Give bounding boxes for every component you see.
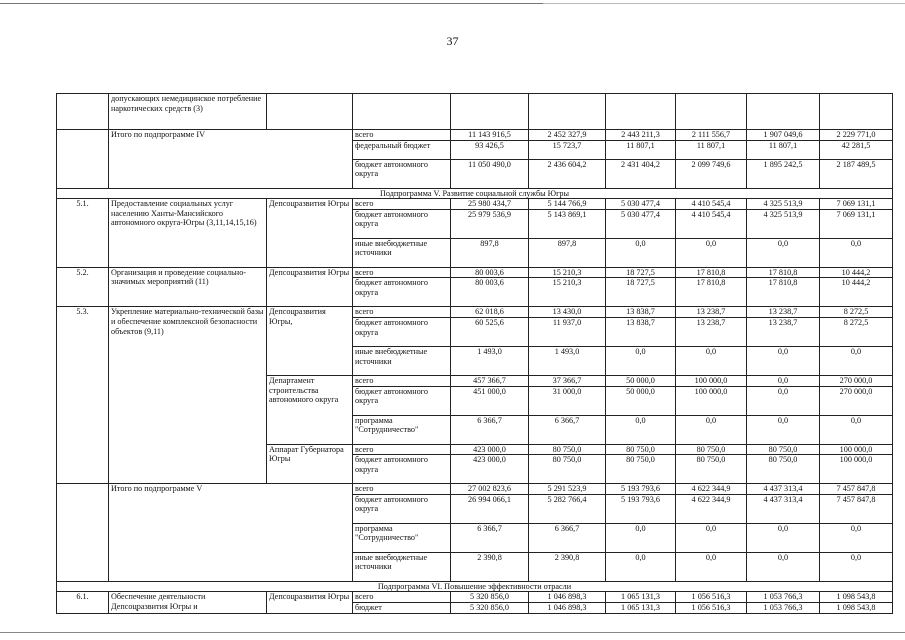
- value-cell: 7 069 131,1: [820, 199, 893, 210]
- table-row: [57, 307, 893, 318]
- value-cell: 11 937,0: [529, 317, 606, 346]
- value-cell: 0,0: [747, 552, 820, 581]
- source-cell: всего: [353, 130, 451, 141]
- value-cell: 2 431 404,2: [606, 159, 676, 188]
- executor-cell: Аппарат Губернатора Югры: [267, 444, 353, 484]
- value-cell: 1 056 516,3: [676, 602, 747, 613]
- value-cell: 5 320 856,0: [451, 602, 529, 613]
- source-cell: бюджет автономного округа: [353, 317, 451, 346]
- value-cell: 270 000,0: [820, 386, 893, 415]
- value-cell: 5 193 793,6: [606, 494, 676, 523]
- value-cell: 15 210,3: [529, 278, 606, 307]
- value-cell: 2 187 489,5: [820, 159, 893, 188]
- source-cell: бюджет автономного округа: [353, 386, 451, 415]
- value-cell: 80 750,0: [676, 444, 747, 455]
- section-row: [57, 581, 893, 592]
- value-cell: 26 994 066,1: [451, 494, 529, 523]
- value-cell: [676, 94, 747, 130]
- value-cell: [529, 94, 606, 130]
- value-cell: 0,0: [820, 523, 893, 552]
- item-name-cell: допускающих немедицинское потребление наркотических средств (3): [109, 94, 267, 130]
- value-cell: 5 193 793,6: [606, 484, 676, 495]
- value-cell: 4 325 513,9: [747, 199, 820, 210]
- executor-cell: Департамент строительства автономного округа: [267, 375, 353, 444]
- value-cell: 1 098 543,8: [820, 602, 893, 613]
- value-cell: 4 410 545,4: [676, 209, 747, 238]
- value-cell: 11 143 916,5: [451, 130, 529, 141]
- value-cell: 1 046 898,3: [529, 602, 606, 613]
- value-cell: 0,0: [606, 238, 676, 267]
- value-cell: 5 320 856,0: [451, 592, 529, 603]
- value-cell: 1 053 766,3: [747, 592, 820, 603]
- value-cell: 1 065 131,3: [606, 602, 676, 613]
- section-title: Подпрограмма VI. Повышение эффективности отрасли: [57, 581, 893, 592]
- value-cell: 42 281,5: [820, 140, 893, 159]
- value-cell: 11 050 490,0: [451, 159, 529, 188]
- source-cell: иные внебюджетные источники: [353, 346, 451, 375]
- value-cell: 80 750,0: [747, 455, 820, 484]
- source-cell: иные внебюджетные источники: [353, 238, 451, 267]
- table-row: [57, 484, 893, 495]
- executor-cell: Депсоцразвития Югры: [267, 592, 353, 613]
- value-cell: 0,0: [747, 346, 820, 375]
- source-cell: [353, 94, 451, 130]
- value-cell: 5 144 766,9: [529, 199, 606, 210]
- value-cell: 0,0: [747, 415, 820, 444]
- table-row: [57, 94, 893, 130]
- value-cell: 4 622 344,9: [676, 484, 747, 495]
- value-cell: 100 000,0: [820, 444, 893, 455]
- executor-cell: Депсоцразвития Югры: [267, 267, 353, 307]
- value-cell: 13 238,7: [676, 307, 747, 318]
- value-cell: 80 750,0: [606, 444, 676, 455]
- value-cell: 13 238,7: [747, 317, 820, 346]
- item-name-cell: Организация и проведение социально-значимых мероприятий (11): [109, 267, 267, 307]
- scan-edge-bottom: [0, 632, 905, 633]
- source-cell: иные внебюджетные источники: [353, 552, 451, 581]
- value-cell: 1 493,0: [529, 346, 606, 375]
- item-number-cell: [57, 94, 109, 130]
- value-cell: 80 750,0: [529, 444, 606, 455]
- value-cell: 50 000,0: [606, 386, 676, 415]
- table-row: [57, 199, 893, 210]
- executor-cell: [267, 94, 353, 130]
- section-title: Подпрограмма V. Развитие социальной службы Югры: [57, 188, 893, 199]
- value-cell: 37 366,7: [529, 375, 606, 386]
- value-cell: 50 000,0: [606, 375, 676, 386]
- value-cell: 451 000,0: [451, 386, 529, 415]
- item-name-cell: Предоставление социальных услуг населению Ханты-Мансийского автономного округа-Югры (3,11,14,15,16): [109, 199, 267, 268]
- source-cell: бюджет автономного округа: [353, 209, 451, 238]
- value-cell: 0,0: [676, 346, 747, 375]
- value-cell: 1 056 516,3: [676, 592, 747, 603]
- value-cell: 11 807,1: [606, 140, 676, 159]
- value-cell: 1 065 131,3: [606, 592, 676, 603]
- value-cell: 6 366,7: [451, 523, 529, 552]
- value-cell: 2 390,8: [529, 552, 606, 581]
- value-cell: 11 807,1: [676, 140, 747, 159]
- total-name-cell: Итого по подпрограмме V: [109, 484, 353, 582]
- value-cell: 0,0: [747, 523, 820, 552]
- item-number-cell: [57, 130, 109, 189]
- source-cell: программа "Сотрудничество": [353, 415, 451, 444]
- executor-cell: Депсоцразвития Югры: [267, 199, 353, 268]
- value-cell: 13 430,0: [529, 307, 606, 318]
- value-cell: 6 366,7: [451, 415, 529, 444]
- value-cell: [606, 94, 676, 130]
- value-cell: 7 069 131,1: [820, 209, 893, 238]
- value-cell: 11 807,1: [747, 140, 820, 159]
- budget-table: [56, 93, 893, 614]
- value-cell: 0,0: [676, 238, 747, 267]
- value-cell: 80 003,6: [451, 267, 529, 278]
- value-cell: 93 426,5: [451, 140, 529, 159]
- value-cell: 0,0: [820, 346, 893, 375]
- value-cell: 2 111 556,7: [676, 130, 747, 141]
- value-cell: 2 436 604,2: [529, 159, 606, 188]
- value-cell: 270 000,0: [820, 375, 893, 386]
- value-cell: 100 000,0: [820, 455, 893, 484]
- value-cell: 0,0: [747, 386, 820, 415]
- value-cell: 1 907 049,6: [747, 130, 820, 141]
- source-cell: федеральный бюджет: [353, 140, 451, 159]
- source-cell: бюджет автономного округа: [353, 455, 451, 484]
- value-cell: 457 366,7: [451, 375, 529, 386]
- value-cell: 423 000,0: [451, 455, 529, 484]
- value-cell: 0,0: [606, 415, 676, 444]
- total-name-cell: Итого по подпрограмме IV: [109, 130, 353, 189]
- source-cell: всего: [353, 267, 451, 278]
- value-cell: 5 282 766,4: [529, 494, 606, 523]
- value-cell: 60 525,6: [451, 317, 529, 346]
- value-cell: 0,0: [676, 523, 747, 552]
- source-cell: всего: [353, 592, 451, 603]
- value-cell: 8 272,5: [820, 317, 893, 346]
- value-cell: 10 444,2: [820, 278, 893, 307]
- value-cell: 423 000,0: [451, 444, 529, 455]
- value-cell: 0,0: [606, 552, 676, 581]
- value-cell: 1 493,0: [451, 346, 529, 375]
- value-cell: 2 229 771,0: [820, 130, 893, 141]
- value-cell: 0,0: [747, 238, 820, 267]
- value-cell: 8 272,5: [820, 307, 893, 318]
- value-cell: [451, 94, 529, 130]
- executor-cell: Депсоцразвития Югры,: [267, 307, 353, 376]
- value-cell: 17 810,8: [676, 278, 747, 307]
- value-cell: 80 003,6: [451, 278, 529, 307]
- value-cell: 27 002 823,6: [451, 484, 529, 495]
- value-cell: 2 443 211,3: [606, 130, 676, 141]
- value-cell: 0,0: [820, 415, 893, 444]
- value-cell: 5 143 869,1: [529, 209, 606, 238]
- table-row: [57, 267, 893, 278]
- scan-edge-top: [0, 3, 905, 4]
- value-cell: 25 980 434,7: [451, 199, 529, 210]
- item-number-cell: 5.3.: [57, 307, 109, 484]
- value-cell: 13 238,7: [747, 307, 820, 318]
- source-cell: всего: [353, 199, 451, 210]
- value-cell: 5 030 477,4: [606, 209, 676, 238]
- value-cell: 18 727,5: [606, 278, 676, 307]
- value-cell: 80 750,0: [529, 455, 606, 484]
- source-cell: всего: [353, 484, 451, 495]
- value-cell: 13 838,7: [606, 307, 676, 318]
- value-cell: 0,0: [676, 552, 747, 581]
- value-cell: 0,0: [676, 415, 747, 444]
- value-cell: 18 727,5: [606, 267, 676, 278]
- value-cell: 15 723,7: [529, 140, 606, 159]
- value-cell: 6 366,7: [529, 415, 606, 444]
- value-cell: 897,8: [529, 238, 606, 267]
- value-cell: 0,0: [820, 238, 893, 267]
- item-number-cell: 6.1.: [57, 592, 109, 613]
- value-cell: 0,0: [606, 346, 676, 375]
- value-cell: 0,0: [606, 523, 676, 552]
- value-cell: 0,0: [820, 552, 893, 581]
- value-cell: 17 810,8: [747, 278, 820, 307]
- source-cell: всего: [353, 375, 451, 386]
- value-cell: 7 457 847,8: [820, 484, 893, 495]
- value-cell: 80 750,0: [747, 444, 820, 455]
- value-cell: 0,0: [747, 375, 820, 386]
- value-cell: 80 750,0: [676, 455, 747, 484]
- source-cell: всего: [353, 444, 451, 455]
- value-cell: 13 838,7: [606, 317, 676, 346]
- source-cell: бюджет автономного округа: [353, 159, 451, 188]
- value-cell: 1 098 543,8: [820, 592, 893, 603]
- source-cell: бюджет автономного округа: [353, 494, 451, 523]
- item-number-cell: 5.2.: [57, 267, 109, 307]
- value-cell: 4 437 313,4: [747, 494, 820, 523]
- value-cell: 31 000,0: [529, 386, 606, 415]
- section-row: [57, 188, 893, 199]
- value-cell: 80 750,0: [606, 455, 676, 484]
- item-number-cell: [57, 484, 109, 582]
- value-cell: [747, 94, 820, 130]
- value-cell: 5 291 523,9: [529, 484, 606, 495]
- value-cell: 25 979 536,9: [451, 209, 529, 238]
- value-cell: 100 000,0: [676, 375, 747, 386]
- table-row: [57, 130, 893, 141]
- value-cell: 15 210,3: [529, 267, 606, 278]
- item-name-cell: Укрепление материально-технической базы и обеспечение комплексной безопасности объектов (9,11): [109, 307, 267, 484]
- table-row: [57, 592, 893, 603]
- value-cell: 4 622 344,9: [676, 494, 747, 523]
- source-cell: всего: [353, 307, 451, 318]
- value-cell: 100 000,0: [676, 386, 747, 415]
- value-cell: 897,8: [451, 238, 529, 267]
- value-cell: 2 390,8: [451, 552, 529, 581]
- value-cell: 1 046 898,3: [529, 592, 606, 603]
- value-cell: 4 437 313,4: [747, 484, 820, 495]
- value-cell: 5 030 477,4: [606, 199, 676, 210]
- value-cell: 4 410 545,4: [676, 199, 747, 210]
- page-number: 37: [446, 34, 459, 48]
- source-cell: бюджет: [353, 602, 451, 613]
- value-cell: 2 452 327,9: [529, 130, 606, 141]
- item-name-cell: Обеспечение деятельности Депсоцразвития Югры и: [109, 592, 267, 613]
- value-cell: 2 099 749,6: [676, 159, 747, 188]
- value-cell: 10 444,2: [820, 267, 893, 278]
- source-cell: бюджет автономного округа: [353, 278, 451, 307]
- value-cell: 17 810,8: [747, 267, 820, 278]
- item-number-cell: 5.1.: [57, 199, 109, 268]
- value-cell: 1 895 242,5: [747, 159, 820, 188]
- value-cell: 1 053 766,3: [747, 602, 820, 613]
- value-cell: 7 457 847,8: [820, 494, 893, 523]
- value-cell: 62 018,6: [451, 307, 529, 318]
- value-cell: [820, 94, 893, 130]
- value-cell: 13 238,7: [676, 317, 747, 346]
- source-cell: программа "Сотрудничество": [353, 523, 451, 552]
- value-cell: 6 366,7: [529, 523, 606, 552]
- value-cell: 17 810,8: [676, 267, 747, 278]
- value-cell: 4 325 513,9: [747, 209, 820, 238]
